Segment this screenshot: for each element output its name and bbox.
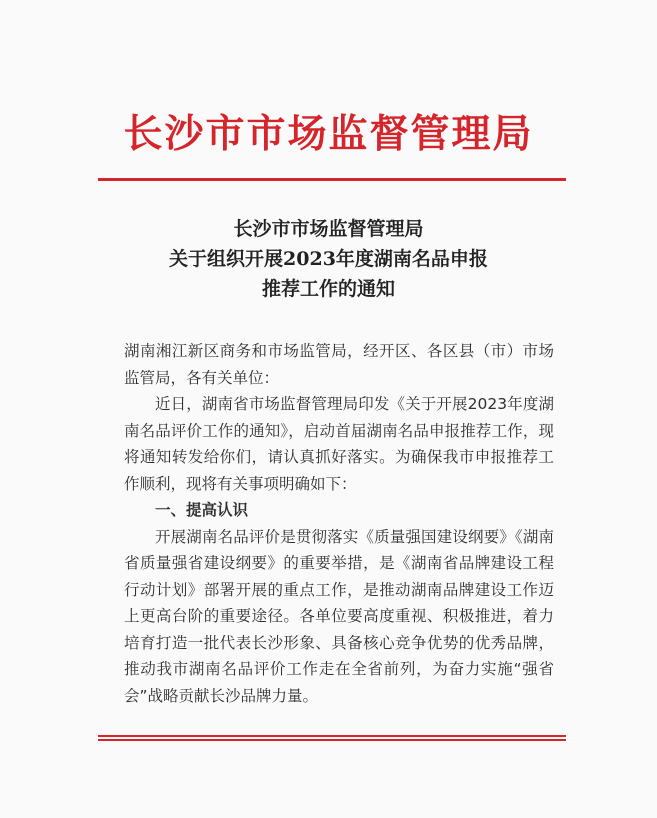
body-paragraph-2: 开展湖南名品评价是贯彻落实《质量强国建设纲要》《湖南省质量强省建设纲要》的重要举措，是《湖南省品牌建设工程行动计划》部署开展的重点工作，是推动湖南品牌建设工作迈上更高台阶的重要途径。各单位要高度重视、积极推进，着力培育打造一批代表长沙形象、具备核心竞争优势的优秀品牌，推动我市湖南名品评价工作走在全省前列，为奋力实施“强省会”战略贡献长沙品牌力量。 [124, 527, 554, 705]
section-heading-1: 一、提高认识 [155, 501, 249, 519]
notice-title-line-3: 推荐工作的通知 [261, 278, 395, 300]
notice-title [0, 214, 657, 304]
notice-body [124, 338, 554, 709]
letterhead-title: 长沙市市场监督管理局 [123, 111, 534, 157]
body-paragraph-1: 近日，湖南省市场监督管理局印发《关于开展2023年度湖南名品评价工作的通知》，启动首届湖南名品申报推荐工作，现将通知转发给你们，请认真抓好落实。为确保我市申报推荐工作顺利，现将有关事项明确如下： [124, 395, 554, 493]
footer-red-rule-lower [98, 739, 566, 741]
notice-title-line-2: 关于组织开展2023年度湖南名品申报 [169, 248, 488, 270]
recipients-line: 湖南湘江新区商务和市场监管局，经开区、各区县（市）市场监管局，各有关单位： [124, 342, 554, 387]
notice-title-line-1: 长沙市市场监督管理局 [233, 218, 424, 240]
footer-red-rule-upper [98, 735, 566, 737]
letterhead-red-rule [98, 178, 566, 181]
